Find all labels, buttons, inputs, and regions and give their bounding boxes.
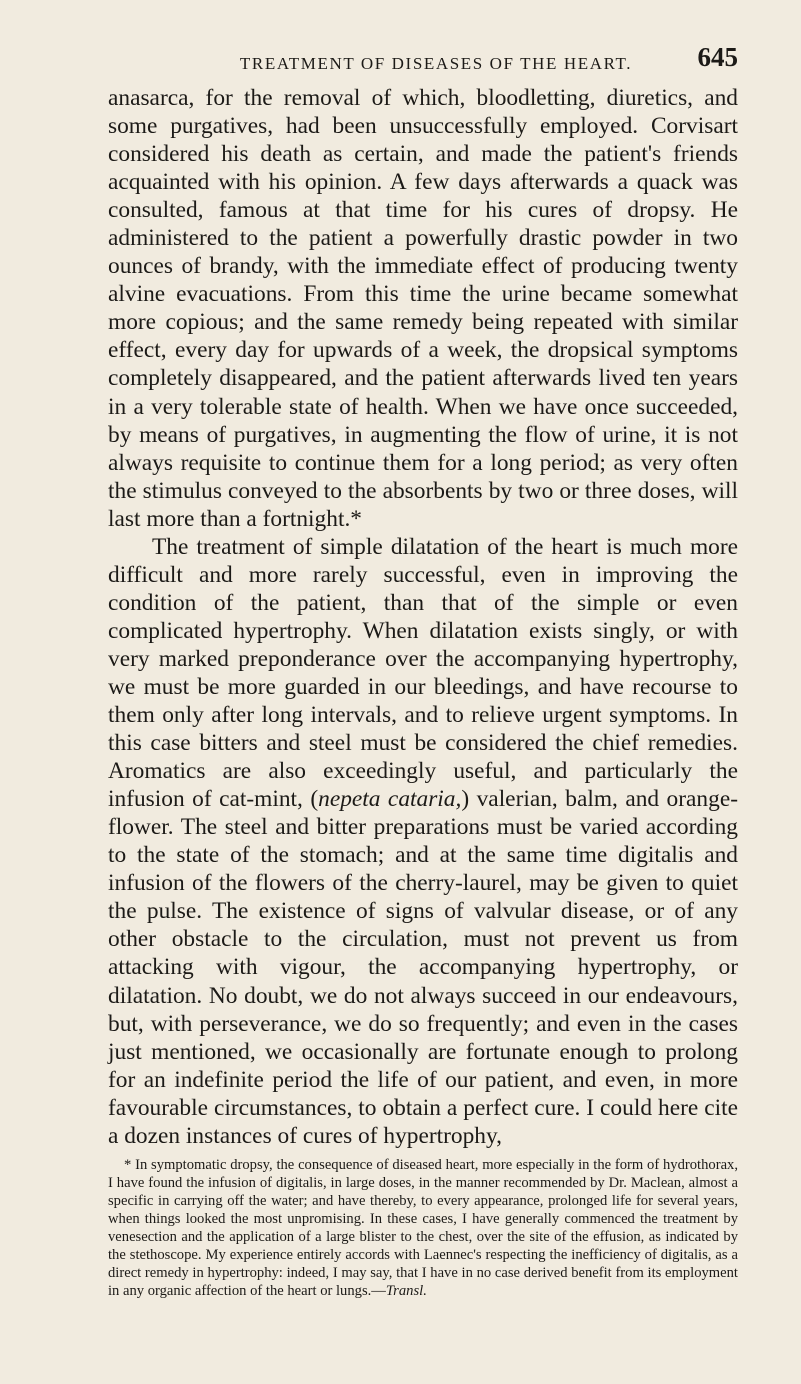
footnote-attribution: Transl.: [385, 1283, 427, 1300]
running-head: [108, 40, 738, 84]
running-title: TREATMENT OF DISEASES OF THE HEART.: [239, 54, 633, 73]
paragraph-continued: anasarca, for the removal of which, bloodletting, diuretics, and some purgatives, had been unsuccessfully employed. Corvisart considered his death as certain, and made the patient's friends acquainted with his opinion. A few days afterwards a quack was consulted, famous at that time for his cures of dropsy. He administered to the patient a powerfully drastic powder in two ounces of brandy, with the immediate effect of producing twenty alvine evacuations. From this time the urine became somewhat more copious; and the same remedy being repeated with similar effect, every day for upwards of a week, the dropsical symptoms completely disappeared, and the patient afterwards lived ten years in a very tolerable state of health. When we have once succeeded, by means of purgatives, in augmenting the flow of urine, it is not always requisite to continue them for a long period; as very often the stimulus conveyed to the absorbents by two or three doses, will last more than a fortnight.*: [108, 85, 738, 532]
footnote: [108, 1156, 738, 1301]
page-number: 645: [697, 42, 738, 72]
paragraph-dilatation-treatment: [108, 533, 738, 1150]
italic-botanical-name: nepeta cataria,: [318, 786, 462, 813]
paragraph-text-segment: ) valerian, balm, and orange-flower. The steel and bitter preparations must be varied according to the state of the stomach; and at the same time digitalis and infusion of the flowers of the cherry-laurel, may be given to quiet the pulse. The existence of signs of valvular disease, or of any other obstacle to the circulation, must not prevent us from attacking with vigour, the accompanying hypertrophy, or dilatation. No doubt, we do not always succeed in our endeavours, but, with perseverance, we do so frequently; and even in the cases just mentioned, we occasionally are fortunate enough to prolong for an indefinite period the life of our patient, and even, in more favourable circumstances, to obtain a perfect cure. I could here cite a dozen instances of cures of hypertrophy,: [108, 786, 738, 1149]
book-page: [108, 40, 738, 1370]
body-text: [108, 84, 738, 1150]
footnote-text: * In symptomatic dropsy, the consequence of diseased heart, more especially in the form of hydrothorax, I have found the infusion of digitalis, in large doses, in the manner recommended by Dr. Maclean, almost a specific in carrying off the water; and have thereby, to every appearance, prolonged life for several years, when things looked the most unpromising. In these cases, I have generally commenced the treatment by venesection and the application of a large blister to the chest, over the site of the effusion, as indicated by the stethoscope. My experience entirely accords with Laennec's respecting the inefficiency of digitalis, as a direct remedy in hypertrophy: indeed, I may say, that I have in no case derived benefit from its employment in any organic affection of the heart or lungs.—: [108, 1156, 738, 1300]
paragraph-text-segment: The treatment of simple dilatation of the heart is much more difficult and more rarely successful, even in improving the condition of the patient, than that of the simple or even complicated hypertrophy. When dilatation exists singly, or with very marked preponderance over the accompanying hypertrophy, we must be more guarded in our bleedings, and have recourse to them only after long intervals, and to relieve urgent symptoms. In this case bitters and steel must be considered the chief remedies. Aromatics are also exceedingly useful, and particularly the infusion of cat-mint, (: [108, 533, 738, 813]
